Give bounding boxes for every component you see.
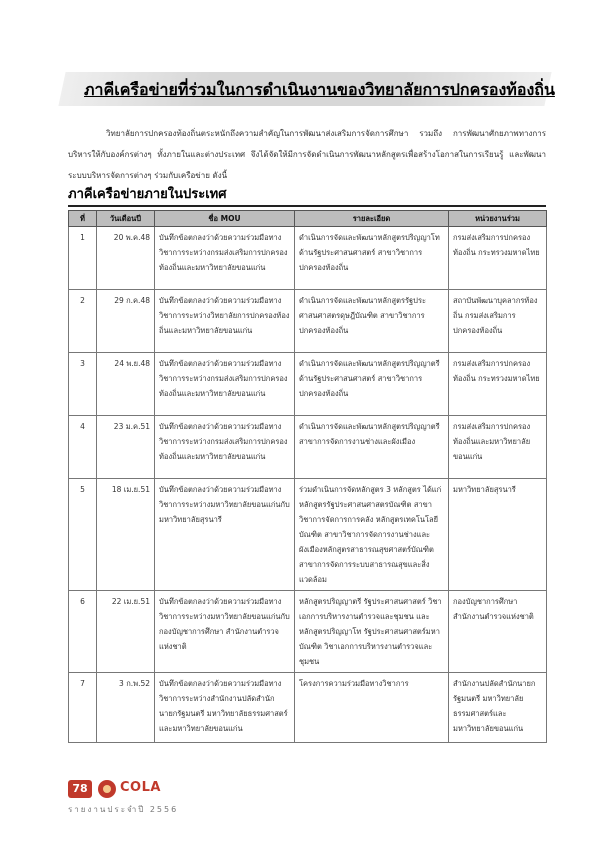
cell-detail: ร่วมดำเนินการจัดหลักสูตร 3 หลักสูตร ได้แก่หลักสูตรรัฐประศาสนศาสตรบัณฑิต สาขาวิชาการจัดการการคลัง หลักสูตรเทคโนโลยีบัณฑิต สาขาวิชาการจัดการงานช่างและผังเมืองหลักสูตรสาธารณสุขศาสตร์บัณฑิต สาขาการจัดการระบบสาธารณสุขและสิ่งแวดล้อม <box>295 479 449 591</box>
cell-partner: กรมส่งเสริมการปกครองท้องถิ่นและมหาวิทยาลัยขอนแก่น <box>449 416 547 479</box>
cell-mou: บันทึกข้อตกลงว่าด้วยความร่วมมือทางวิชาการระหว่างกรมส่งเสริมการปกครองท้องถิ่นและมหาวิทยาลัยขอนแก่น <box>155 227 295 290</box>
cell-date: 29 ก.ค.48 <box>97 290 155 353</box>
table-row <box>69 416 547 479</box>
report-label: รายงานประจำปี 2556 <box>68 805 179 814</box>
cell-partner: กรมส่งเสริมการปกครองท้องถิ่น กระทรวงมหาดไทย <box>449 353 547 416</box>
cell-no: 7 <box>69 673 97 743</box>
cell-mou: บันทึกข้อตกลงว่าด้วยความร่วมมือทางวิชาการระหว่างกรมส่งเสริมการปกครองท้องถิ่นและมหาวิทยาลัยขอนแก่น <box>155 416 295 479</box>
cell-no: 1 <box>69 227 97 290</box>
cell-detail: ดำเนินการจัดและพัฒนาหลักสูตรปริญญาโท ด้านรัฐประศาสนศาสตร์ สาขาวิชาการปกครองท้องถิ่น <box>295 227 449 290</box>
cell-detail: โครงการความร่วมมือทางวิชาการ <box>295 673 449 743</box>
section-title: ภาคีเครือข่ายภายในประเทศ <box>68 187 227 202</box>
cell-no: 6 <box>69 591 97 673</box>
table-row <box>69 227 547 290</box>
cell-partner: สถาบันพัฒนาบุคลากรท้องถิ่น กรมส่งเสริมการปกครองท้องถิ่น <box>449 290 547 353</box>
cell-no: 2 <box>69 290 97 353</box>
intro-paragraph: วิทยาลัยการปกครองท้องถิ่นตระหนักถึงความสำคัญในการพัฒนาส่งเสริมการจัดการศึกษา รวมถึง การพัฒนาศักยภาพทางการบริหารให้กับองค์กรต่างๆ ทั้งภายในและต่างประเทศ จึงได้จัดให้มีการจัดดำเนินการพัฒนาหลักสูตรเพื่อสร้างโอกาสในการเรียนรู้ และพัฒนาระบบบริหารจัดการต่างๆ ร่วมกับเครือข่าย ดังนี้ <box>68 129 546 180</box>
table-row <box>69 290 547 353</box>
table-header-row <box>69 211 547 227</box>
header-date: วันเดือนปี <box>97 211 155 227</box>
cola-logo-icon <box>98 780 116 798</box>
cell-no: 4 <box>69 416 97 479</box>
brand-name: COLA <box>120 780 161 795</box>
header-partner: หน่วยงานร่วม <box>449 211 547 227</box>
header-detail: รายละเอียด <box>295 211 449 227</box>
cell-mou: บันทึกข้อตกลงว่าด้วยความร่วมมือทางวิชาการระหว่างวิทยาลัยการปกครองท้องถิ่นและมหาวิทยาลัยขอนแก่น <box>155 290 295 353</box>
cell-no: 3 <box>69 353 97 416</box>
cell-date: 22 เม.ย.51 <box>97 591 155 673</box>
table-row <box>69 479 547 591</box>
page-title: ภาคีเครือข่ายที่ร่วมในการดำเนินงานของวิทยาลัยการปกครองท้องถิ่น <box>84 80 555 99</box>
section-divider <box>68 205 546 207</box>
cell-date: 18 เม.ย.51 <box>97 479 155 591</box>
page-number: 78 <box>68 780 92 798</box>
mou-table <box>68 210 547 743</box>
cell-date: 24 พ.ย.48 <box>97 353 155 416</box>
cell-detail: หลักสูตรปริญญาตรี รัฐประศาสนศาสตร์ วิชาเอกการบริหารงานตำรวจและชุมชน และหลักสูตรปริญญาโท รัฐประศาสนศาสตร์มหาบัณฑิต วิชาเอกการบริหารงานตำรวจและชุมชน <box>295 591 449 673</box>
cell-partner: กองบัญชาการศึกษา สำนักงานตำรวจแห่งชาติ <box>449 591 547 673</box>
cell-date: 20 พ.ค.48 <box>97 227 155 290</box>
cell-mou: บันทึกข้อตกลงว่าด้วยความร่วมมือทางวิชาการระหว่างกรมส่งเสริมการปกครองท้องถิ่นและมหาวิทยาลัยขอนแก่น <box>155 353 295 416</box>
table-row <box>69 673 547 743</box>
cell-date: 23 ม.ค.51 <box>97 416 155 479</box>
cell-partner: มหาวิทยาลัยสุรนารี <box>449 479 547 591</box>
cell-detail: ดำเนินการจัดและพัฒนาหลักสูตรปริญญาตรี สาขาการจัดการงานช่างและผังเมือง <box>295 416 449 479</box>
cell-mou: บันทึกข้อตกลงว่าด้วยความร่วมมือทางวิชาการระหว่างมหาวิทยาลัยขอนแก่นกับกองบัญชาการศึกษา สำนักงานตำรวจแห่งชาติ <box>155 591 295 673</box>
cell-partner: กรมส่งเสริมการปกครองท้องถิ่น กระทรวงมหาดไทย <box>449 227 547 290</box>
cell-date: 3 ก.พ.52 <box>97 673 155 743</box>
cell-detail: ดำเนินการจัดและพัฒนาหลักสูตรปริญญาตรี ด้านรัฐประศาสนศาสตร์ สาขาวิชาการปกครองท้องถิ่น <box>295 353 449 416</box>
cell-no: 5 <box>69 479 97 591</box>
cell-mou: บันทึกข้อตกลงว่าด้วยความร่วมมือทางวิชาการระหว่างสำนักงานปลัดสำนักนายกรัฐมนตรี มหาวิทยาลัยธรรมศาสตร์และมหาวิทยาลัยขอนแก่น <box>155 673 295 743</box>
table-row <box>69 591 547 673</box>
page-footer <box>68 780 268 830</box>
cell-detail: ดำเนินการจัดและพัฒนาหลักสูตรรัฐประศาสนศาสตรดุษฎีบัณฑิต สาขาวิชาการปกครองท้องถิ่น <box>295 290 449 353</box>
header-no: ที่ <box>69 211 97 227</box>
cell-partner: สำนักงานปลัดสำนักนายกรัฐมนตรี มหาวิทยาลัยธรรมศาสตร์และมหาวิทยาลัยขอนแก่น <box>449 673 547 743</box>
table-row <box>69 353 547 416</box>
header-mou: ชื่อ MOU <box>155 211 295 227</box>
cell-mou: บันทึกข้อตกลงว่าด้วยความร่วมมือทางวิชาการระหว่างมหาวิทยาลัยขอนแก่นกับมหาวิทยาลัยสุรนารี <box>155 479 295 591</box>
